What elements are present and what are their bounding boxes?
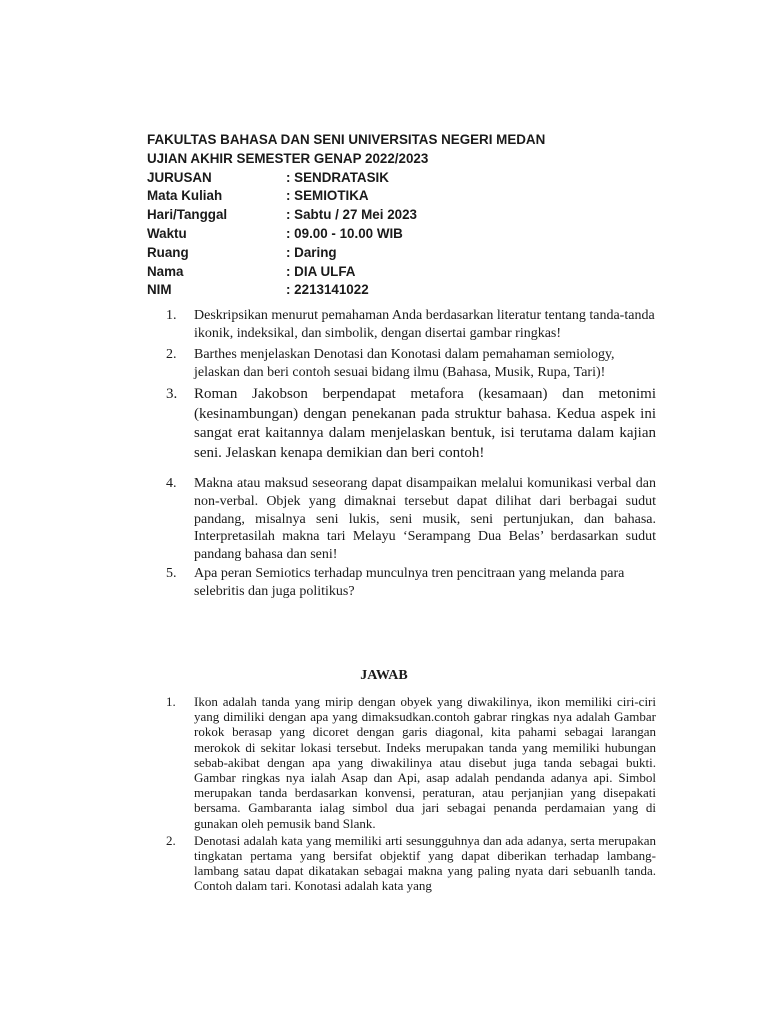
question-list [166,307,656,601]
answer-text: Ikon adalah tanda yang mirip dengan obyek yang diwakilinya, ikon memiliki ciri-ciri yang dimiliki dengan apa yang dimaksudkan.contoh gabrar ringkas nya adalah Gambar rokok berasap yang dicoret dengan garis diagonal, kita pahami sebagai larangan merokok di sekitar lokasi tersebut. Indeks merupakan tanda yang memiliki hubungan sebab-akibat dengan apa yang diwakilinya atau disebut juga tanda sebagai bukti. Gambar ringkas nya ialah Asap dan Api, asap adalah pendanda adanya api. Simbol merupakan tanda berdasarkan konvensi, peraturan, atau perjanjian yang disepakati bersama. Gambaranta ialag simbol dua jari sebagai penanda perdamaian yang di gunakan oleh pemusik band Slank. [194,694,656,831]
answer-number: 1. [166,694,176,709]
faculty-title: FAKULTAS BAHASA DAN SENI UNIVERSITAS NEGERI MEDAN [147,132,546,147]
field-key: Waktu [147,225,187,241]
answer-heading: JAWAB [360,668,408,683]
field-value: : 09.00 - 10.00 WIB [286,225,403,241]
field-key: Ruang [147,244,189,260]
field-row-hari-tanggal [147,206,545,225]
answer-number: 2. [166,832,176,848]
field-value: : Daring [286,244,337,260]
answer-list [166,694,656,894]
field-key: NIM [147,282,172,298]
question-text: Deskripsikan menurut pemahaman Anda berdasarkan literatur tentang tanda-tanda ikonik, indeksikal, dan simbolik, dengan disertai gambar ringkas! [194,308,655,341]
field-row-mata-kuliah [147,187,545,206]
field-value: : DIA ULFA [286,263,356,279]
question-number: 2. [166,347,177,362]
question-item [166,565,656,601]
question-number: 3. [166,386,178,402]
question-item [166,346,656,382]
field-key: Hari/Tanggal [147,207,228,223]
question-text: Makna atau maksud seseorang dapat disampaikan melalui komunikasi verbal dan non-verbal. Objek yang dimaknai tersebut dapat dilihat dari berbagai sudut pandang, misalnya seni lukis, seni musik, seni pertunjukan, dan bahasa. Interpretasilah makna tari Melayu ‘Serampang Dua Belas’ berdasarkan sudut pandang bahasa dan seni! [194,476,656,563]
answer-item [166,833,656,894]
field-row-waktu [147,225,545,244]
answer-item [166,694,656,831]
question-item [166,307,656,343]
field-value: : SEMIOTIKA [286,188,369,204]
exam-title: UJIAN AKHIR SEMESTER GENAP 2022/2023 [147,150,429,166]
field-row-ruang [147,244,545,263]
question-item [166,475,656,564]
question-number: 4. [166,476,177,491]
field-key: Mata Kuliah [147,188,223,204]
field-row-jurusan [147,169,545,188]
field-value: : 2213141022 [286,282,369,298]
field-value: : Sabtu / 27 Mei 2023 [286,207,417,223]
question-text: Apa peran Semiotics terhadap munculnya tren pencitraan yang melanda para selebritis dan juga politikus? [194,565,625,599]
question-text: Roman Jakobson berpendapat metafora (kesamaan) dan metonimi (kesinambungan) dengan penekanan pada struktur bahasa. Kedua aspek ini sangat erat kaitannya dalam menjelaskan bentuk, isi terutama dalam kajian seni. Jelaskan kenapa demikian dan beri contoh! [194,386,656,461]
field-row-nama [147,263,545,282]
question-number: 5. [166,565,177,581]
answer-text: Denotasi adalah kata yang memiliki arti sesungguhnya dan ada adanya, serta merupakan tingkatan pertama yang bersifat objektif yang dapat diberikan terhadap lambang-lambang satau dapat dikatakan sebagai makna yang paling nyata dari sebuanlh tanda. Contoh dalam tari. Konotasi adalah kata yang [194,832,656,894]
field-key: Nama [147,263,184,279]
question-item [166,385,656,463]
question-number: 1. [166,308,177,323]
question-text: Barthes menjelaskan Denotasi dan Konotasi dalam pemahaman semiology, jelaskan dan beri contoh sesuai bidang ilmu (Bahasa, Musik, Rupa, Tari)! [194,347,615,380]
field-row-nim [147,281,545,300]
field-value: : SENDRATASIK [286,169,389,185]
field-key: JURUSAN [147,169,212,185]
exam-header [147,131,545,300]
